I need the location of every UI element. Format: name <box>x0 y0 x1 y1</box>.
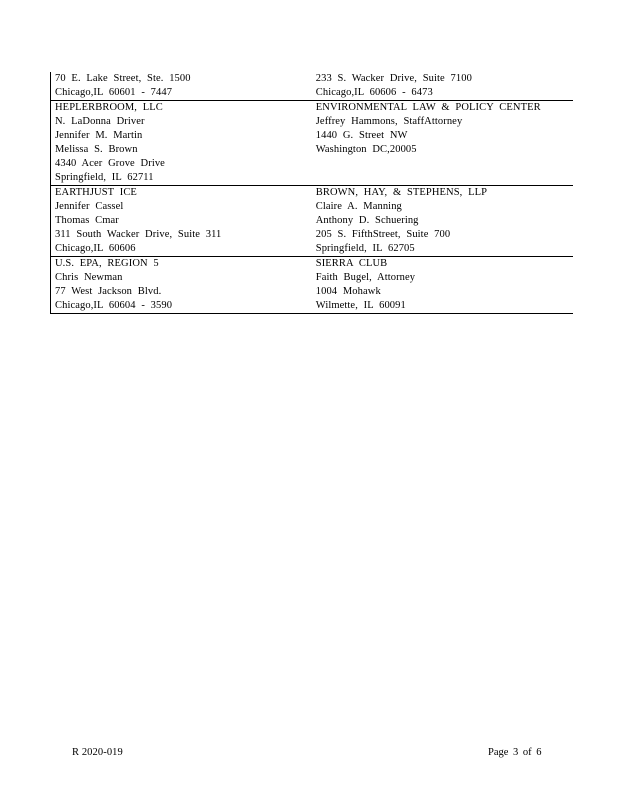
table-row <box>51 101 574 186</box>
address-line: 4340 Acer Grove Drive <box>55 158 165 169</box>
address-line: Chicago,IL 60606 - 6473 <box>315 87 433 98</box>
left-address-block <box>51 186 312 257</box>
address-line: 1004 Mohawk <box>315 286 381 297</box>
right-address-block <box>312 72 573 101</box>
address-line: 233 S. Wacker Drive, Suite 7100 <box>315 73 472 84</box>
contact-name: Claire A. Manning <box>315 201 402 212</box>
address-line: 77 West Jackson Blvd. <box>55 286 162 297</box>
address-line: Springfield, IL 62711 <box>55 172 154 183</box>
right-address-block <box>312 101 573 186</box>
firm-name: U.S. EPA, REGION 5 <box>55 258 159 269</box>
right-address-block <box>312 257 573 314</box>
contact-name: Jennifer Cassel <box>55 201 124 212</box>
firm-name: SIERRA CLUB <box>315 258 388 269</box>
address-line: Wilmette, IL 60091 <box>315 300 406 311</box>
address-line: Chicago,IL 60606 <box>55 243 136 254</box>
left-address-block <box>51 101 312 186</box>
contact-name: Anthony D. Schuering <box>315 215 419 226</box>
table-row <box>51 186 574 257</box>
contact-name: Jennifer M. Martin <box>55 130 143 141</box>
page-number: Page 3 of 6 <box>488 747 542 758</box>
address-line: Chicago,IL 60601 - 7447 <box>55 87 173 98</box>
left-address-block <box>51 72 312 101</box>
address-line: 1440 G. Street NW <box>315 130 408 141</box>
case-number: R 2020-019 <box>72 747 123 758</box>
contact-name: Jeffrey Hammons, StaffAttorney <box>315 116 463 127</box>
address-line: 70 E. Lake Street, Ste. 1500 <box>55 73 191 84</box>
address-line: Chicago,IL 60604 - 3590 <box>55 300 173 311</box>
contact-name: N. LaDonna Driver <box>55 116 145 127</box>
right-address-block <box>312 186 573 257</box>
contact-name: Thomas Cmar <box>55 215 119 226</box>
address-line: 311 South Wacker Drive, Suite 311 <box>55 229 222 240</box>
contact-name: Chris Newman <box>55 272 123 283</box>
table-row <box>51 257 574 314</box>
address-line: 205 S. FifthStreet, Suite 700 <box>315 229 451 240</box>
left-address-block <box>51 257 312 314</box>
address-line: Springfield, IL 62705 <box>315 243 415 254</box>
contact-name: Melissa S. Brown <box>55 144 138 155</box>
address-line: Washington DC,20005 <box>315 144 417 155</box>
firm-name: HEPLERBROOM, LLC <box>55 102 163 113</box>
firm-name: BROWN, HAY, & STEPHENS, LLP <box>315 187 488 198</box>
service-list-table <box>50 72 573 314</box>
firm-name: EARTHJUST ICE <box>55 187 137 198</box>
contact-name: Faith Bugel, Attorney <box>315 272 416 283</box>
table-row <box>51 72 574 101</box>
firm-name: ENVIRONMENTAL LAW & POLICY CENTER <box>315 102 541 113</box>
